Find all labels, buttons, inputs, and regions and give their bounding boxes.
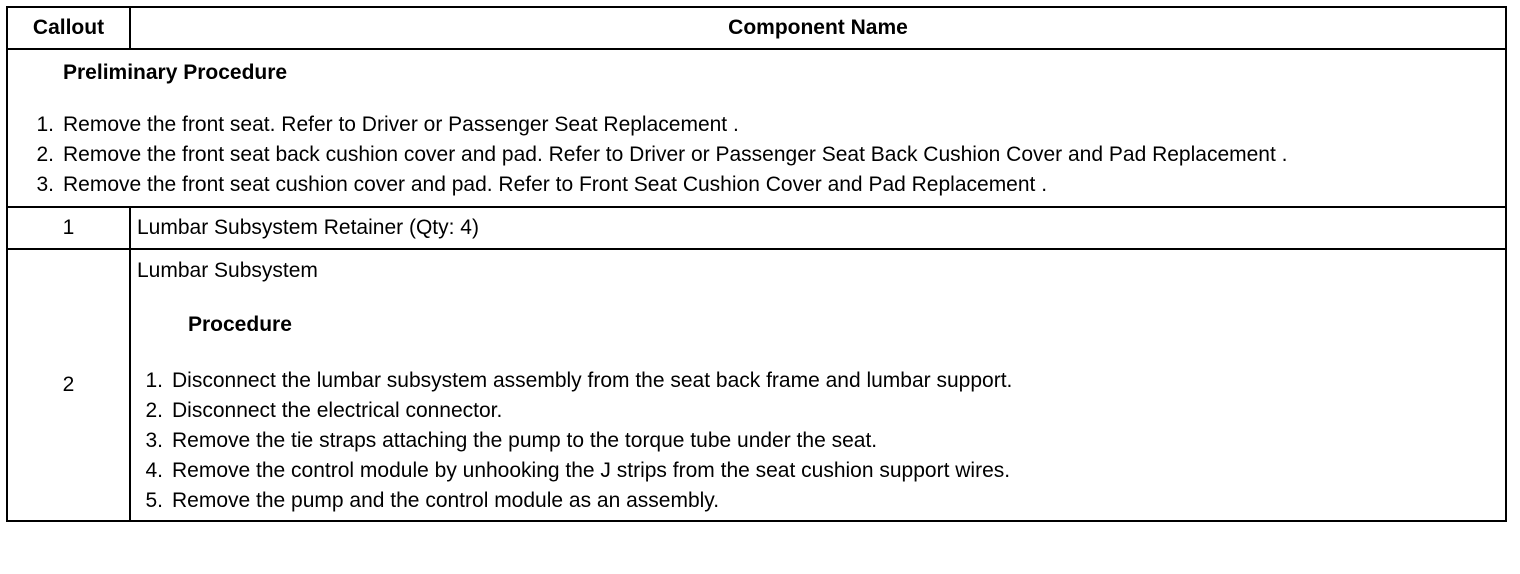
- procedure-step: [137, 456, 1499, 486]
- header-component-name: Component Name: [130, 7, 1506, 49]
- step-text: Remove the front seat back cushion cover and pad. Refer to Driver or Passenger Seat Back Cushion Cover and Pad Replacement .: [63, 143, 1288, 166]
- step-number: 2.: [145, 399, 163, 422]
- procedure-step: [137, 486, 1499, 516]
- preliminary-cell: [7, 49, 1506, 207]
- step-number: 3.: [36, 173, 54, 196]
- step-text: Disconnect the lumbar subsystem assembly from the seat back frame and lumbar support.: [172, 369, 1013, 392]
- step-text: Disconnect the electrical connector.: [172, 399, 503, 422]
- procedure-step: [137, 426, 1499, 456]
- step-number: 3.: [145, 429, 163, 452]
- callout-cell: 1: [7, 207, 130, 249]
- step-text: Remove the front seat cushion cover and pad. Refer to Front Seat Cushion Cover and Pad Replacement .: [63, 173, 1048, 196]
- callout-cell: 2: [7, 249, 130, 521]
- header-row: [7, 7, 1506, 49]
- table-row: [7, 207, 1506, 249]
- step-number: 2.: [36, 143, 54, 166]
- component-name-cell: Lumbar Subsystem Retainer (Qty: 4): [130, 207, 1506, 249]
- preliminary-steps: [28, 110, 1485, 200]
- procedure-steps: [137, 366, 1499, 516]
- step-number: 1.: [145, 369, 163, 392]
- preliminary-heading: Preliminary Procedure: [63, 61, 288, 84]
- table-row: [7, 249, 1506, 521]
- header-callout: Callout: [7, 7, 130, 49]
- component-table: [6, 6, 1507, 522]
- preliminary-step: [28, 110, 1485, 140]
- step-text: Remove the pump and the control module as an assembly.: [172, 489, 720, 512]
- procedure-step: [137, 396, 1499, 426]
- step-text: Remove the tie straps attaching the pump to the torque tube under the seat.: [172, 429, 878, 452]
- step-text: Remove the control module by unhooking the J strips from the seat cushion support wires.: [172, 459, 1011, 482]
- component-name: Lumbar Subsystem: [137, 259, 318, 282]
- preliminary-step: [28, 140, 1485, 170]
- preliminary-row: [7, 49, 1506, 207]
- step-text: Remove the front seat. Refer to Driver or Passenger Seat Replacement .: [63, 113, 739, 136]
- procedure-heading: Procedure: [188, 313, 292, 336]
- component-name-cell: [130, 249, 1506, 521]
- step-number: 1.: [36, 113, 54, 136]
- step-number: 5.: [145, 489, 163, 512]
- step-number: 4.: [145, 459, 163, 482]
- procedure-step: [137, 366, 1499, 396]
- preliminary-step: [28, 170, 1485, 200]
